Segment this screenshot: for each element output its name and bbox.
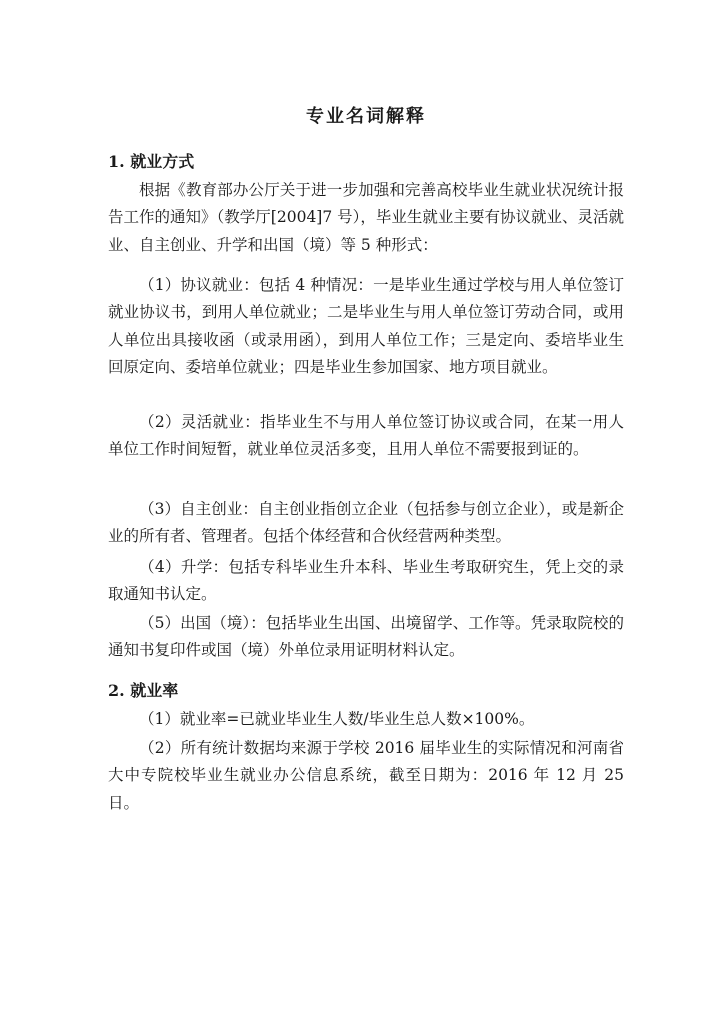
paragraph-intro: 根据《教育部办公厅关于进一步加强和完善高校毕业生就业状况统计报告工作的通知》（教学厅[2004]7 号），毕业生就业主要有协议就业、灵活就业、自主创业、升学和出国（境）等 5 种形式： (108, 181, 624, 254)
section-heading-employment-rate: 2. 就业率 (108, 681, 179, 700)
section-heading-employment-modes: 1. 就业方式 (108, 152, 195, 171)
paragraph-study-abroad: （5）出国（境）：包括毕业生出国、出境留学、工作等。凭录取院校的通知书复印件或国（境）外单位录用证明材料认定。 (108, 614, 624, 660)
paragraph-flexible-employment: （2）灵活就业：指毕业生不与用人单位签订协议或合同，在某一用人单位工作时间短暂，就业单位灵活多变，且用人单位不需要报到证的。 (108, 413, 624, 459)
paragraph-data-source: （2）所有统计数据均来源于学校 2016 届毕业生的实际情况和河南省大中专院校毕业生就业办公信息系统，截至日期为：2016 年 12 月 25 日。 (108, 739, 624, 812)
paragraph-agreement-employment: （1）协议就业：包括 4 种情况：一是毕业生通过学校与用人单位签订就业协议书，到用人单位就业；二是毕业生与用人单位签订劳动合同，或用人单位出具接收函（或录用函），到用人单位工作；三是定向、委培毕业生回原定向、委培单位就业；四是毕业生参加国家、地方项目就业。 (108, 276, 624, 377)
paragraph-self-employment: （3）自主创业：自主创业指创立企业（包括参与创立企业），或是新企业的所有者、管理者。包括个体经营和合伙经营两种类型。 (108, 500, 624, 546)
page-title: 专业名词解释 (306, 106, 426, 127)
paragraph-further-study: （4）升学：包括专科毕业生升本科、毕业生考取研究生，凭上交的录取通知书认定。 (108, 558, 624, 604)
paragraph-rate-formula: （1）就业率=已就业毕业生人数/毕业生总人数×100%。 (139, 710, 535, 728)
